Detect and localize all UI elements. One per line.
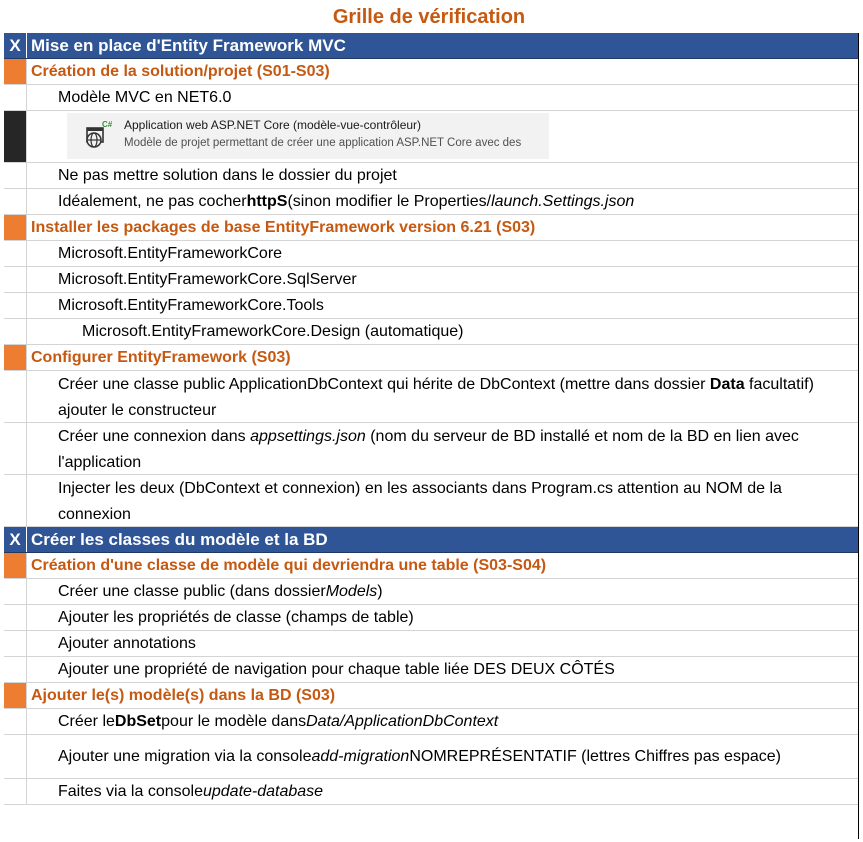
template-description: Modèle de projet permettant de créer une application ASP.NET Core avec des (124, 137, 522, 149)
checklist-item-row (4, 605, 859, 631)
status-cell[interactable] (4, 423, 26, 474)
column-divider (26, 345, 27, 370)
checklist-item-row (4, 293, 859, 319)
subsection-row (4, 683, 859, 709)
column-divider (26, 683, 27, 708)
text-run: Faites via la console (58, 782, 203, 800)
checklist-item-row (4, 189, 859, 215)
column-divider (26, 605, 27, 630)
subsection-row (4, 553, 859, 579)
status-cell[interactable] (4, 709, 26, 734)
status-cell[interactable] (4, 735, 26, 778)
status-cell[interactable] (4, 215, 26, 240)
checklist-item-row (4, 111, 859, 163)
item-text (58, 709, 498, 734)
text-run: Models (325, 582, 378, 600)
subsection-title: Configurer EntityFramework (S03) (31, 348, 291, 366)
column-divider (26, 319, 27, 344)
item-text: Microsoft.EntityFrameworkCore.Tools (58, 296, 324, 314)
column-divider (26, 267, 27, 292)
status-cell[interactable] (4, 267, 26, 292)
checklist-item-row (4, 241, 859, 267)
column-divider (26, 163, 27, 188)
text-run: Idéalement, ne pas cocher (58, 192, 247, 210)
text-run: NOMREPRÉSENTATIF (lettres Chiffres pas espace) (409, 747, 781, 765)
item-text (58, 189, 634, 214)
template-title: Application web ASP.NET Core (modèle-vue-contrôleur) (124, 118, 422, 132)
item-text: Microsoft.EntityFrameworkCore.SqlServer (58, 270, 357, 288)
status-cell[interactable]: X (9, 529, 21, 549)
page-title: Grille de vérification (332, 6, 526, 28)
subsection-title: Installer les packages de base EntityFramework version 6.21 (S03) (31, 218, 536, 236)
checklist-item-row (4, 631, 859, 657)
item-text: Ajouter annotations (58, 634, 196, 652)
grid-right-border (858, 33, 859, 839)
status-cell[interactable] (4, 553, 26, 578)
column-divider (26, 657, 27, 682)
column-divider (26, 189, 27, 214)
status-cell[interactable] (4, 605, 26, 630)
text-run: Créer une connexion dans (58, 428, 251, 445)
text-run: Créer une classe public ApplicationDbContext qui hérite de DbContext (mettre dans dossier (58, 376, 710, 393)
text-run: update-database (202, 782, 324, 800)
text-run: Créer le (58, 712, 115, 730)
item-text (58, 579, 383, 604)
section-title: Mise en place d'Entity Framework MVC (31, 35, 346, 55)
checklist-item-row (4, 657, 859, 683)
status-cell[interactable] (4, 241, 26, 266)
text-run: ) (377, 582, 383, 600)
status-cell[interactable] (4, 683, 26, 708)
text-run: launch.Settings.json (491, 192, 635, 210)
column-divider (26, 85, 27, 110)
status-cell[interactable] (4, 163, 26, 188)
column-divider (26, 527, 27, 552)
status-cell[interactable] (4, 657, 26, 682)
selected-cell-marker (4, 111, 26, 162)
text-run: Ajouter une migration via la console (58, 747, 312, 765)
svg-text:C#: C# (102, 120, 113, 129)
item-text: Ajouter les propriétés de classe (champs de table) (58, 608, 414, 626)
checklist-item-row (4, 163, 859, 189)
column-divider (26, 241, 27, 266)
text-run: (nom du serveur de BD installé et nom de la BD en lien avec l'application (58, 428, 799, 471)
section-title: Créer les classes du modèle et la BD (31, 529, 328, 549)
project-template-card (67, 113, 549, 159)
checklist-item-row (4, 85, 859, 111)
status-cell[interactable] (4, 779, 26, 804)
status-cell[interactable]: X (9, 35, 21, 55)
item-text: Ajouter une propriété de navigation pour chaque table liée DES DEUX CÔTÉS (58, 660, 615, 678)
checklist-item-row (4, 779, 859, 805)
checklist-item-row (4, 267, 859, 293)
status-cell[interactable] (4, 85, 26, 110)
column-divider (26, 111, 27, 162)
text-run: Data (709, 376, 745, 393)
column-divider (26, 215, 27, 240)
column-divider (26, 33, 27, 58)
subsection-row (4, 215, 859, 241)
text-run: add-migration (311, 747, 410, 765)
subsection-row (4, 345, 859, 371)
item-text: Microsoft.EntityFrameworkCore (58, 244, 283, 262)
section-header-row (4, 33, 859, 59)
item-text (58, 372, 847, 424)
text-run: httpS (246, 192, 288, 210)
checklist-item-row (4, 371, 859, 423)
item-text (58, 424, 847, 476)
subsection-title: Création de la solution/projet (S01-S03) (31, 62, 330, 80)
column-divider (26, 709, 27, 734)
text-run: DbSet (114, 712, 162, 730)
status-cell[interactable] (4, 319, 26, 344)
text-run: pour le modèle dans (161, 712, 307, 730)
section-header-row (4, 527, 859, 553)
text-run: (sinon modifier le Properties/ (287, 192, 492, 210)
item-text: Modèle MVC en NET6.0 (58, 88, 232, 106)
text-run: Injecter les deux (DbContext et connexion) en les associants dans Program.cs attention au NOM de la connexion (58, 480, 782, 523)
column-divider (26, 735, 27, 778)
subsection-title: Création d'une classe de modèle qui devriendra une table (S03-S04) (31, 556, 547, 574)
status-cell[interactable] (4, 345, 26, 370)
text-run: Créer une classe public (dans dossier (58, 582, 326, 600)
column-divider (26, 423, 27, 474)
status-cell[interactable] (4, 475, 26, 526)
column-divider (26, 293, 27, 318)
checklist-item-row (4, 579, 859, 605)
checklist-item-row (4, 319, 859, 345)
text-run: facultatif) ajouter le constructeur (58, 376, 814, 419)
status-cell[interactable] (4, 189, 26, 214)
checklist-item-row (4, 709, 859, 735)
column-divider (26, 553, 27, 578)
checklist-grid (4, 33, 859, 805)
status-cell[interactable] (4, 631, 26, 656)
item-text (58, 735, 781, 778)
status-cell[interactable] (4, 293, 26, 318)
item-text: Ne pas mettre solution dans le dossier du projet (58, 166, 397, 184)
checklist-item-row (4, 735, 859, 779)
item-text (58, 476, 847, 528)
column-divider (26, 779, 27, 804)
checklist-item-row (4, 423, 859, 475)
status-cell[interactable] (4, 579, 26, 604)
column-divider (26, 371, 27, 422)
subsection-title: Ajouter le(s) modèle(s) dans la BD (S03) (31, 686, 336, 704)
column-divider (26, 475, 27, 526)
item-text (58, 779, 323, 804)
text-run: Data/ApplicationDbContext (306, 712, 499, 730)
text-run: appsettings.json (250, 428, 366, 445)
status-cell[interactable] (4, 371, 26, 422)
checklist-item-row (4, 475, 859, 527)
column-divider (26, 579, 27, 604)
column-divider (26, 59, 27, 84)
item-text: Microsoft.EntityFrameworkCore.Design (automatique) (82, 322, 464, 340)
aspnet-project-icon (83, 119, 113, 151)
status-cell[interactable] (4, 59, 26, 84)
column-divider (26, 631, 27, 656)
subsection-row (4, 59, 859, 85)
